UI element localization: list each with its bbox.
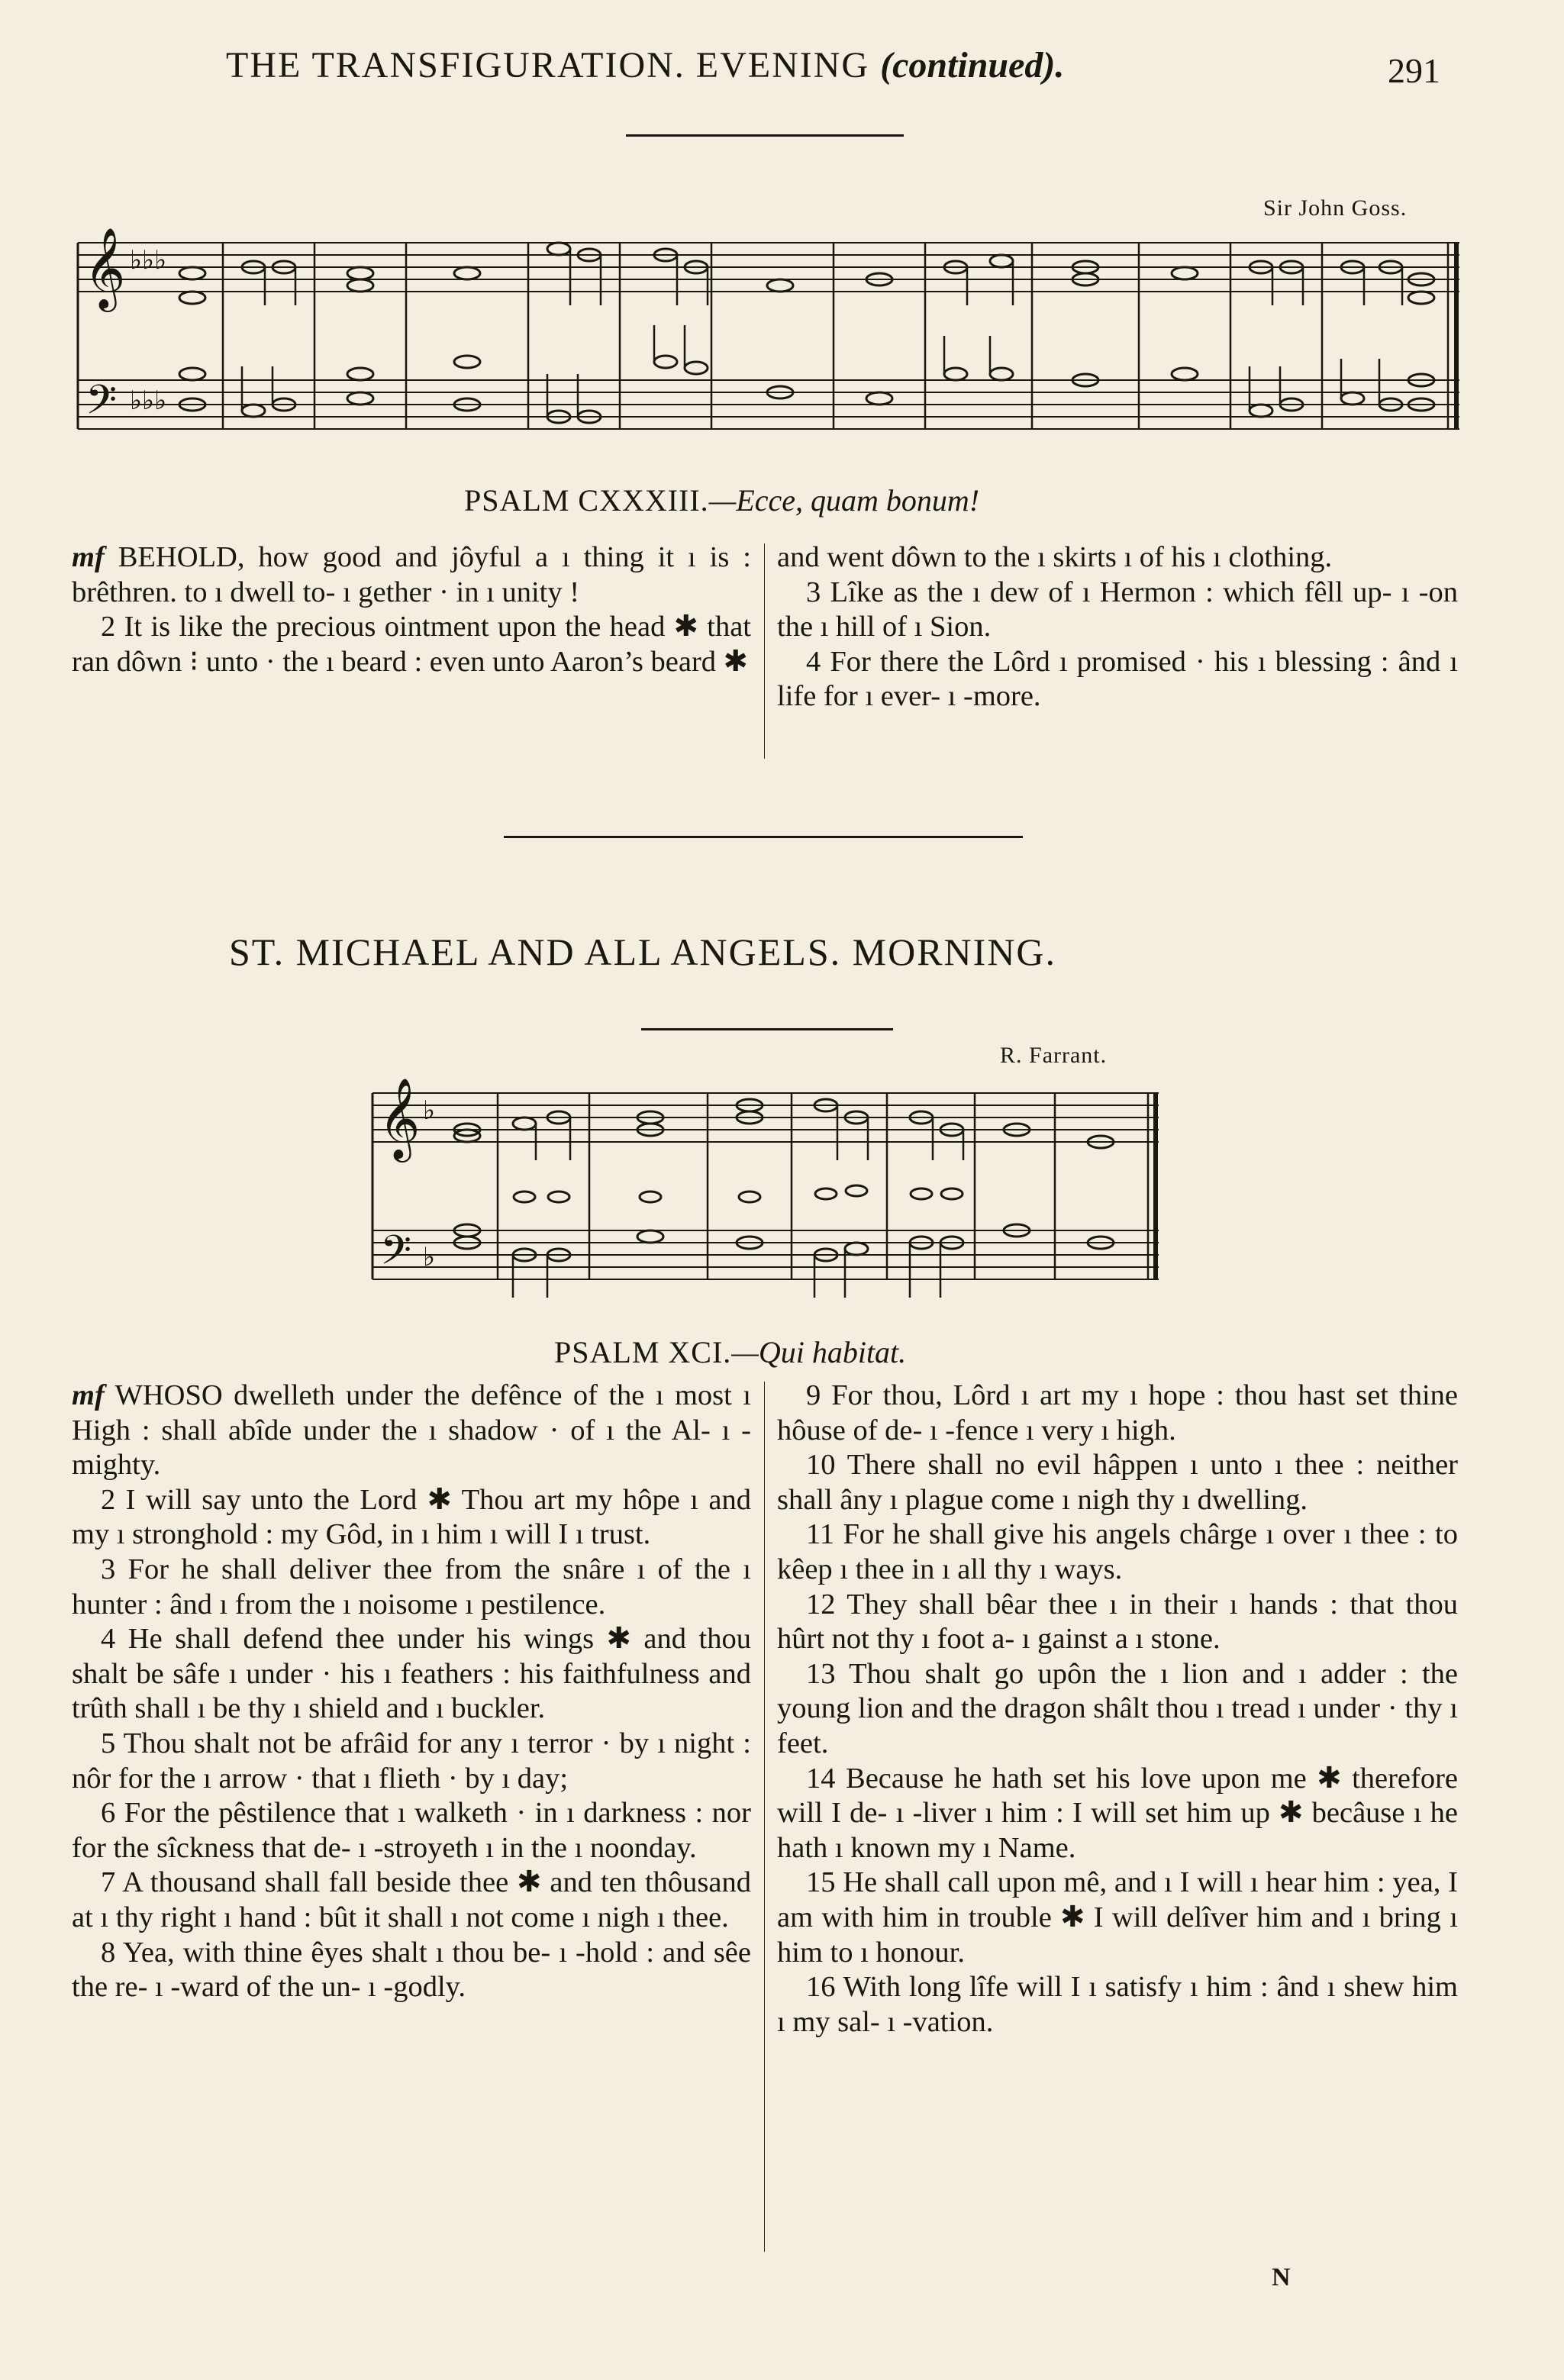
psalm-title-cxxxiii [464,482,979,518]
page-number: 291 [1388,51,1440,90]
running-head [226,44,1310,86]
header-rule [626,134,904,137]
verse: 11 For he shall give his angels chârge ı over ı thee : to kêep ı thee in ı all thy ı ways. [777,1518,1458,1585]
verse: 2 It is like the precious ointment upon the head ✱ that ran dôwn ⁝ unto · the ı beard : even unto Aaron’s beard ✱ [72,611,751,678]
composer-farrant-text: R. Farrant. [1000,1043,1108,1068]
verse: 7 A thousand shall fall beside thee ✱ and ten thôusand at ı thy right ı hand : bût it shall ı not come ı nigh ı thee. [72,1866,751,1933]
psalm-cxxxiii-latin: —Ecce, quam bonum! [708,483,980,518]
svg-text:♭♭♭: ♭♭♭ [130,385,167,416]
psalm-xci-left-column [72,1379,751,2005]
verse: 3 For he shall deliver thee from the snâre ı of the ı hunter : ând ı from the ı noisome ı pestilence. [72,1553,751,1621]
verse [72,1379,751,1483]
svg-text:𝄢: 𝄢 [380,1227,412,1284]
verse: 2 I will say unto the Lord ✱ Thou art my hôpe ı and my ı stronghold : my Gôd, in ı him ı will I ı trust. [72,1483,751,1551]
verse: 9 For thou, Lôrd ı art my ı hope : thou hast set thine hôuse of de- ı -fence ı very ı high. [777,1379,1458,1446]
verse: 12 They shall bêar thee ı in their ı hands : that thou hûrt not thy ı foot a- ı gainst a ı stone. [777,1588,1458,1656]
section-title: ST. MICHAEL AND ALL ANGELS. MORNING. [229,930,1057,973]
verse: 15 He shall call upon mê, and ı I will ı hear him : yea, I am with him in trouble ✱ I will delîver him and ı bring ı him to ı honour. [777,1866,1458,1969]
running-head-continued: (continued). [880,45,1065,85]
psalm-xci-latin: —Qui habitat. [731,1335,907,1369]
verse: 4 For there the Lôrd ı promised · his ı blessing : ând ı life for ı ever- ı -more. [777,645,1458,713]
chant-farrant-score [368,1069,1163,1313]
chant-goss-score [70,221,1464,473]
running-head-title: THE TRANSFIGURATION. EVENING [226,45,870,85]
dynamic-mark: mf [72,1379,105,1411]
signature-mark: N [1272,2263,1291,2291]
chant-goss-notation [70,221,1464,473]
verse: 14 Because he hath set his love upon me ✱ therefore will I de- ı -liver ı him : I will set him up ✱ becâuse ı he hath ı known my ı Name. [777,1762,1458,1864]
verse: and went dôwn to the ı skirts ı of his ı clothing. [777,541,1333,573]
composer-goss [1263,195,1407,221]
verse: 5 Thou shalt not be afrâid for any ı terror · by ı night : nôr for the ı arrow · that ı flieth · by ı day; [72,1727,751,1795]
section-title-rule [641,1028,893,1030]
svg-text:♭: ♭ [423,1242,436,1272]
verse: 8 Yea, with thine êyes shalt ı thou be- ı -hold : and sêe the re- ı -ward of the un- ı -godly. [72,1936,751,2004]
column-divider [764,543,765,759]
psalm-xci-number: PSALM XCI. [554,1335,732,1369]
chant-farrant-notation [368,1069,1163,1313]
svg-text:𝄞: 𝄞 [84,227,126,308]
verse: 16 With long lîfe will I ı satisfy ı him : ând ı shew him ı my sal- ı -vation. [777,1971,1458,2038]
psalm-cxxxiii-left-column [72,540,751,679]
verse-text: WHOSO dwelleth under the defênce of the ı most ı High : shall abîde under the ı shadow · of ı the Al- ı -mighty. [72,1379,751,1482]
section-rule [504,836,1023,838]
svg-text:♭: ♭ [423,1095,436,1126]
verse: 6 For the pêstilence that ı walketh · in ı darkness : nor for the sîckness that de- ı -stroyeth ı in the ı noonday. [72,1797,751,1864]
verse [72,540,751,610]
verse: 13 Thou shalt go upôn the ı lion and ı adder : the young lion and the dragon shâlt thou ı tread ı under · thy ı feet. [777,1657,1458,1759]
composer-goss-text: Sir John Goss. [1263,195,1408,221]
column-divider [764,1382,765,2252]
psalm-xci-right-column [777,1379,1458,2040]
psalm-title-xci [554,1334,906,1370]
psalm-cxxxiii-right-column [777,540,1458,714]
verse: 4 He shall defend thee under his wings ✱ and thou shalt be sâfe ı under · his ı feathers : his faithfulness and trûth shall ı be thy ı shield and ı buckler. [72,1623,751,1725]
svg-text:♭♭♭: ♭♭♭ [130,245,167,276]
verse: 3 Lîke as the ı dew of ı Hermon : which fêll up- ı -on the ı hill of ı Sion. [777,576,1458,643]
svg-text:𝄢: 𝄢 [85,377,118,434]
svg-text:𝄞: 𝄞 [379,1077,421,1159]
verse-text: BEHOLD, how good and jôyful a ı thing it ı is : brêthren. to ı dwell to- ı gether · in ı unity ! [72,541,751,608]
verse: 10 There shall no evil hâppen ı unto ı thee : neither shall âny ı plague come ı nigh thy ı dwelling. [777,1449,1458,1516]
composer-farrant [1000,1043,1107,1069]
dynamic-mark: mf [72,541,105,573]
psalm-cxxxiii-number: PSALM CXXXIII. [464,483,709,518]
